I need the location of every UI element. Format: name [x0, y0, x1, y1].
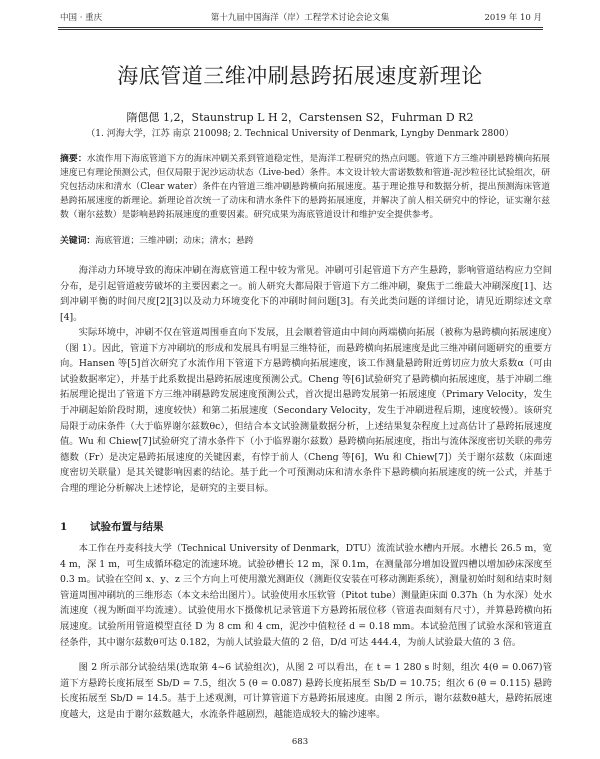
page-number: 683 [291, 737, 309, 747]
section-heading [60, 519, 164, 534]
experiment-paragraph-2: 图 2 所示部分试验结果(选取第 4~6 试验组次)，从图 2 可以看出，在 t = 1 280 s 时刻，组次 4(θ = 0.067)管道下方悬跨长度拓展至 Sb/D = 7.5，组次 5 (θ = 0.087) 悬跨长度拓展至 Sb/D = 10.75；组次 6 (θ = 0.115) 悬跨长度拓展至 Sb/D = 14.5。基于上述观测，可计算管道下方悬跨拓展速度。由图 2 所示，谢尔兹数θ越大，悬跨拓展速度越大，这是由于谢尔兹数越大，水流条件越剧烈，越能造成较大的输沙速率。 [60, 662, 552, 720]
section-number: 1 [60, 521, 68, 533]
abstract [60, 152, 550, 222]
keywords-label: 关键词： [60, 236, 96, 246]
affiliation: （1. 河海大学，江苏 南京 210098; 2. Technical University of Denmark, Lyngby Denmark 2800） [86, 129, 514, 139]
keywords-text: 海底管道；三维冲刷；动床；清水；悬跨 [95, 236, 254, 246]
header-date: 2019 年 10 月 [484, 13, 542, 23]
author-list: 隋偲偲 1,2，Staunstrup L H 2，Carstensen S2，Fuhrman D R2 [126, 111, 474, 124]
header-location: 中国 · 重庆 [60, 13, 103, 23]
abstract-text: 水流作用下海底管道下方的海床冲刷关系到管道稳定性，是海洋工程研究的热点问题。管道下方三维冲刷悬跨横向拓展速度已有理论预测公式，但仅局限于泥沙运动状态（Live-bed）条件。本文设计较大雷诺数数和管道-泥沙粒径比试验组次，研究包括动床和清水（Clear water）条件在内管道三维冲刷悬跨横向拓展速度。基于理论推导和数据分析，提出预测海床管道悬跨拓展速度的新理论。新理论首次统一了动床和清水条件下的悬跨拓展速度，并解决了前人相关研究中的悖论，证实谢尔兹数（谢尔兹数）是影响悬跨拓展速度的重要因素。研究成果为海底管道设计和维护安全提供参考。 [60, 154, 550, 221]
keywords [60, 234, 550, 248]
experiment-paragraph-1: 本工作在丹麦科技大学（Technical University of Denmark，DTU）流流试验水槽内开展。水槽长 26.5 m，宽 4 m，深 1 m，可生成循环稳定的流速环境。试验砂槽长 12 m，深 0.1m，在测量部分增加设置四槽以增加砂床深度至 0.3 m。试验在空间 x、y、z 三个方向上可使用激光测距仪（测距仪安装在可移动测距系统），测量初始时刻和结束时刻管道周围冲刷坑的三维形态（本文未给出图片）。试验使用水压软管（Pitot tube）测量距床面 0.37h（h 为水深）处水流速度（视为断面平均流速）。试验使用水下摄像机记录管道下方悬跨拓展位移（管道表面刻有尺寸），并算悬跨横向拓展速度。试验所用管道模型直径 D 为 8 cm 和 4 cm，泥沙中值粒径 d = 0.18 mm。本试验范围了试验水深和管道直径条件，其中谢尔兹数θ可达 0.182，为前人试验最大值的 2 倍，D/d 可达 444.4，为前人试验最大值的 3 倍。 [60, 543, 552, 648]
paper-title: 海底管道三维冲刷悬跨拓展速度新理论 [117, 64, 483, 88]
header-rule-secondary [58, 29, 543, 30]
section-title: 试验布置与结果 [90, 521, 164, 533]
header-proceedings-title: 第十九届中国海洋（岸）工程学术讨论会论文集 [210, 13, 390, 23]
header-rule [58, 27, 543, 28]
intro-paragraph-2: 实际环境中，冲刷不仅在管道周围垂直向下发展，且会顺着管道由中间向两端横向拓展（被称为悬跨横向拓展速度）（图 1）。因此，管道下方冲刷坑的形成和发展具有明显三维特征，而悬跨横向拓展速度是此三维冲刷问题研究的重要方向。Hansen 等[5]首次研究了水流作用下管道下方悬跨横向拓展速度，该工作测量悬跨附近剪切应力放大系数α（可由试验数据率定），并基于此系数提出悬跨拓展速度预测公式。Cheng 等[6]试验研究了悬跨横向拓展速度，基于冲刷二维拓展理论提出了管道下方三维冲刷悬跨发展速度预测公式，首次提出悬跨发展第一拓展速度（Primary Velocity，发生于冲刷起始阶段时期，速度较快）和第二拓展速度（Secondary Velocity，发生于冲刷进程后期，速度较慢）。该研究局限于动床条件（大于临界谢尔兹数θc），但结合本文试验测量数据分析，上述结果复杂程度上过高估计了悬跨拓展速度值。Wu 和 Chiew[7]试验研究了清水条件下（小于临界谢尔兹数）悬跨横向拓展速度，指出与流体深度密切关联的弗劳德数（Fr）是决定悬跨拓展速度的关键因素，有悖于前人（Cheng 等[6]，Wu 和 Chiew[7]）关于谢尔兹数（床面速度密切关联量）是其关键影响因素的结论。基于此一个可预测动床和清水条件下悬跨横向拓展速度的统一公式，并基于合理的理论分析解决上述悖论，是研究的主要目标。 [60, 327, 552, 494]
intro-paragraph-1: 海洋动力环境导致的海床冲刷在海底管道工程中较为常见。冲刷可引起管道下方产生悬跨，影响管道结构应力空间分布，是引起管道疲劳破坏的主要因素之一。前人研究大都局限于管道下方二维冲刷，聚焦于二维最大冲刷深度[1]、达到冲刷平衡的时间尺度[2][3]以及动力环境变化下的冲刷时间问题[3]。有关此类问题的详细讨论，请见近期综述文章[4]。 [60, 265, 552, 323]
abstract-label: 摘要： [60, 154, 87, 164]
